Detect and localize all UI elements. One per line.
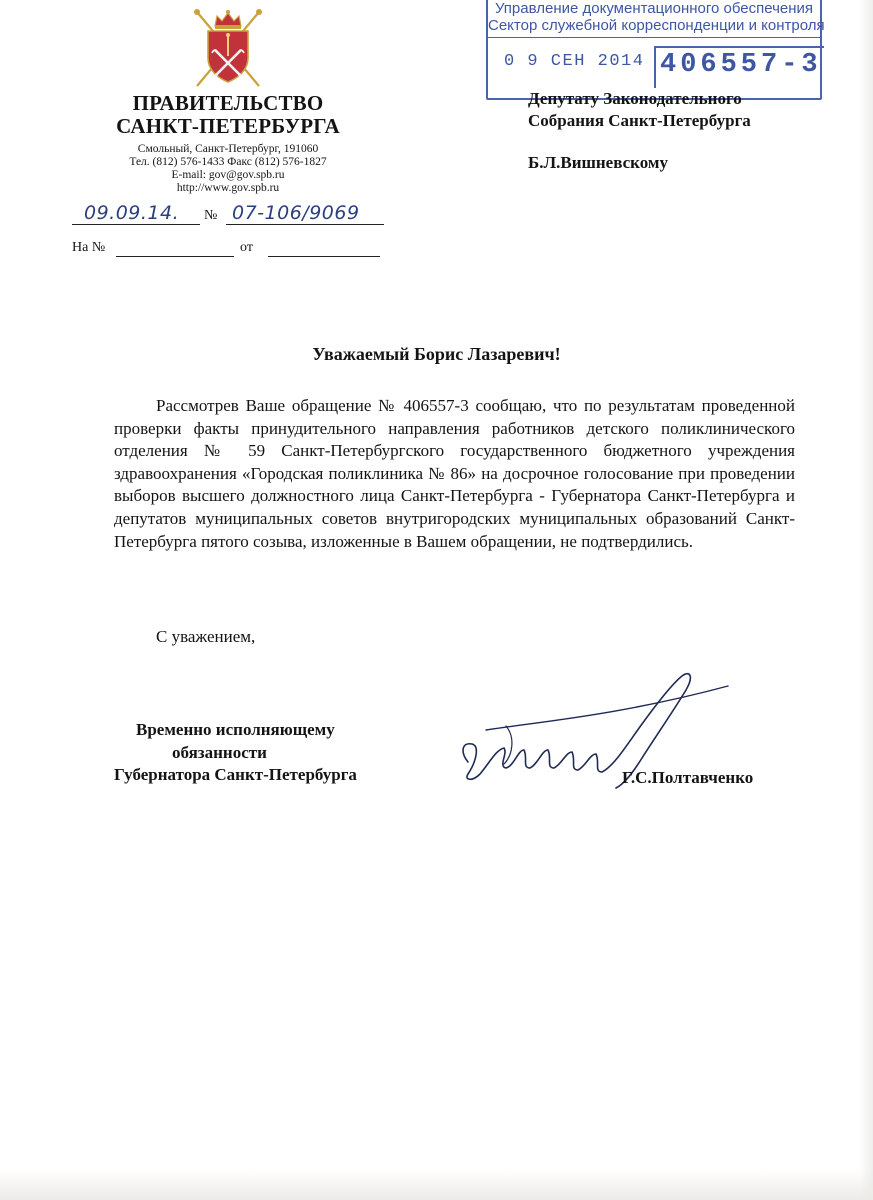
- organization-name: [100, 92, 356, 138]
- blank-line: [268, 256, 380, 257]
- signer-position-line: Временно исполняющему: [136, 720, 335, 739]
- reference-line: [72, 240, 384, 260]
- website: http://www.gov.spb.ru: [176, 182, 280, 194]
- phone-fax: Тел. (812) 576-1433 Факс (812) 576-1827: [129, 156, 327, 168]
- outgoing-date: 09.09.14.: [84, 202, 180, 224]
- addressee-name: Б.Л.Вишневскому: [528, 153, 668, 172]
- addressee-title: Депутату Законодательного: [528, 89, 742, 108]
- signer-position: [114, 719, 434, 787]
- address: Смольный, Санкт-Петербург, 191060: [137, 143, 319, 155]
- reference-number-label: На №: [72, 240, 106, 255]
- stamp-department: Управление документационного обеспечения: [494, 0, 814, 17]
- number-sign: №: [204, 208, 218, 223]
- addressee-organization: Собрания Санкт-Петербурга: [528, 111, 751, 130]
- signer-name: Г.С.Полтавченко: [622, 768, 754, 787]
- reference-date-label: от: [240, 240, 253, 255]
- stamp-date: 0 9 СЕН 2014: [504, 52, 645, 71]
- underline: [72, 224, 200, 225]
- email: E-mail: gov@gov.spb.ru: [171, 169, 285, 181]
- organization-name-line: САНКТ-ПЕТЕРБУРГА: [116, 114, 340, 138]
- signer-position-line: обязанности: [172, 742, 267, 762]
- salutation: Уважаемый Борис Лазаревич!: [312, 344, 561, 364]
- signer-position-line: Губернатора Санкт-Петербурга: [114, 765, 357, 784]
- closing: С уважением,: [156, 627, 256, 646]
- coat-of-arms-icon: [191, 6, 265, 90]
- contact-details: [100, 143, 356, 195]
- stamp-registration-number: 406557-3: [660, 50, 822, 80]
- letter-body: [114, 395, 795, 553]
- outgoing-number-line: [72, 202, 384, 228]
- sender-block: [100, 92, 356, 195]
- scan-edge: [859, 0, 873, 1200]
- registration-stamp: [486, 0, 825, 100]
- addressee-block: [528, 88, 828, 174]
- body-paragraph: Рассмотрев Ваше обращение № 406557-3 сообщаю, что по результатам проведенной проверки факты принудительного направления работников детского поликлинического отделения № 59 Санкт-Петербургского государственного бюджетного учреждения здравоохранения «Городская поликлиника № 86» на досрочное голосование при проведении выборов высшего должностного лица Санкт-Петербурга - Губернатора Санкт-Петербурга и депутатов муниципальных советов внутригородских муниципальных образований Санкт-Петербурга пятого созыва, изложенные в Вашем обращении, не подтвердились.: [114, 396, 795, 551]
- underline: [226, 224, 384, 225]
- stamp-sector: Сектор служебной корреспонденции и контроля: [488, 17, 825, 34]
- stamp-divider: [488, 37, 820, 38]
- blank-line: [116, 256, 234, 257]
- organization-name-line: ПРАВИТЕЛЬСТВО: [132, 91, 324, 115]
- outgoing-number: 07-106/9069: [232, 202, 360, 224]
